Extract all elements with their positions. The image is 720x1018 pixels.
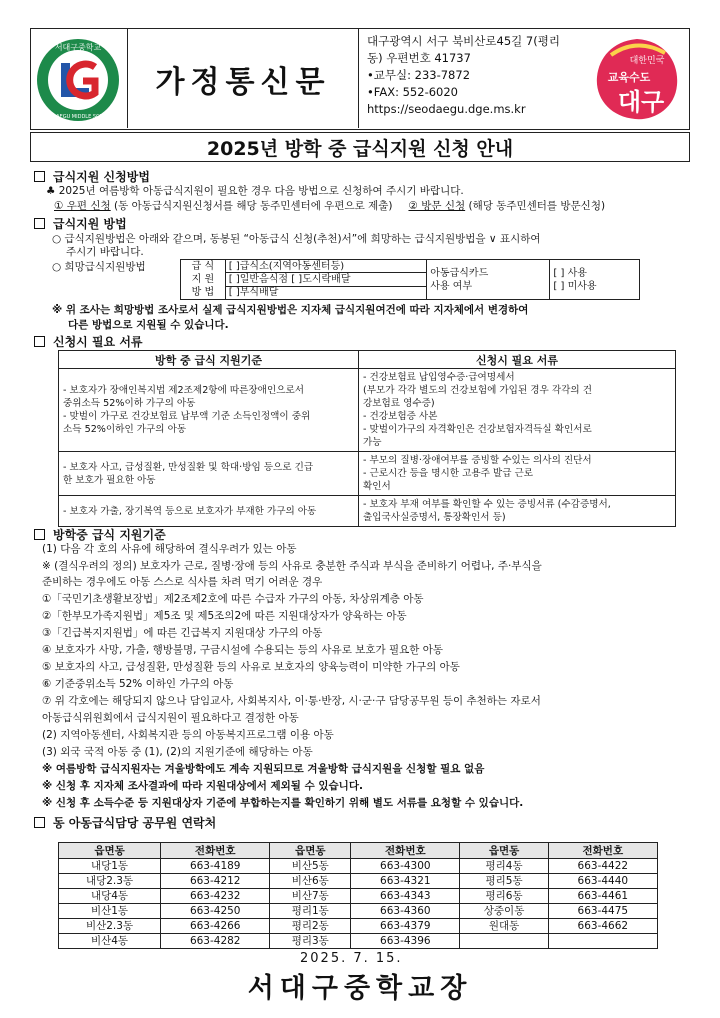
table-header-row	[59, 843, 658, 859]
documents-table	[58, 350, 676, 527]
dong-cell: 평리2동	[270, 919, 351, 934]
contacts-table	[58, 842, 658, 949]
cell-line: - 보호자 부재 여부를 확인할 수 있는 증빙서류 (수감증명서,	[363, 499, 611, 510]
phone-cell: 663-4461	[548, 889, 657, 904]
dong-cell: 원대동	[460, 919, 548, 934]
table-header: 읍면동	[270, 843, 351, 859]
section-heading-text: 급식지원 신청방법	[53, 170, 150, 184]
dong-cell: 내당2.3동	[59, 874, 161, 889]
criteria-line: ⑤ 보호자의 사고, 급성질환, 만성질환 등의 사유로 보호자의 양육능력이 미약한 가구의 아동	[42, 661, 460, 673]
method-option[interactable]: [ ]부식배달	[225, 286, 427, 299]
option-label: ① 우편 신청	[54, 200, 111, 212]
option-line	[54, 199, 605, 213]
dong-cell	[460, 934, 548, 949]
seal-text-main: 대구	[617, 88, 665, 116]
card-label: 사용 여부	[430, 280, 473, 292]
note-line: 다른 방법으로 지원될 수 있습니다.	[68, 319, 229, 331]
method-label: 지 원	[191, 274, 215, 285]
cell-line: - 맞벌이가구의 자격확인은 건강보험자격득실 확인서로	[363, 424, 592, 435]
docs-cell	[359, 496, 676, 527]
phone-cell: 663-4232	[161, 889, 270, 904]
cell-line: - 부모의 질병·장애여부를 증빙할 수있는 의사의 진단서	[363, 455, 592, 466]
text-line: 주시기 바랍니다.	[66, 246, 144, 258]
criteria-line: ※ (결식우려의 정의) 보호자가 근로, 질병·장애 등의 사유로 충분한 주식과 부식을 준비하기 어렵나, 주·부식을	[42, 560, 542, 572]
method-label: 급 식	[191, 261, 215, 272]
dong-cell: 비산1동	[59, 904, 161, 919]
dong-cell: 비산6동	[270, 874, 351, 889]
criteria-cell	[59, 452, 359, 496]
note-line: ※ 신청 후 소득수준 등 지원대상자 기준에 부합하는지를 확인하기 위해 별도 서류를 요청할 수 있습니다.	[42, 797, 524, 809]
text-line: ♣ 2025년 여름방학 아동급식지원이 필요한 경우 다음 방법으로 신청하여 주시기 바랍니다.	[46, 185, 464, 197]
dong-cell: 평리4동	[460, 859, 548, 874]
criteria-line: ③「긴급복지지원법」에 따른 긴급복지 지원대상 가구의 아동	[42, 627, 323, 639]
text-line: ○ 희망급식지원방법	[52, 261, 146, 273]
cell-line: - 보호자 사고, 급성질환, 만성질환 및 학대·방임 등으로 긴급	[63, 461, 314, 473]
criteria-line: (2) 지역아동센터, 사회복지관 등의 아동복지프로그램 이용 아동	[42, 729, 334, 741]
dong-cell: 비산5동	[270, 859, 351, 874]
main-title: 2025년 방학 중 급식지원 신청 안내	[30, 132, 690, 162]
method-label: 방 법	[191, 287, 215, 298]
section-heading	[34, 814, 216, 831]
criteria-line: (3) 외국 국적 아동 중 (1), (2)의 지원기준에 해당하는 아동	[42, 746, 313, 758]
phone-cell: 663-4250	[161, 904, 270, 919]
option-desc: (동 아동급식지원신청서를 해당 동주민센터에 우편으로 제출)	[110, 200, 393, 212]
criteria-line: ①「국민기초생활보장법」제2조제2호에 따른 수급자 가구의 아동, 차상위계층 아동	[42, 593, 424, 605]
phone-cell: 663-4343	[351, 889, 460, 904]
cell-line: 중위소득 52%이하 가구의 아동	[63, 398, 196, 409]
cell-line: - 건강보험증 사본	[363, 411, 438, 422]
table-row	[59, 889, 658, 904]
phone-cell: 663-4396	[351, 934, 460, 949]
dong-cell: 평리6동	[460, 889, 548, 904]
page	[30, 28, 690, 1010]
seal-text-mid: 교육수도	[607, 71, 651, 84]
dong-cell: 비산4동	[59, 934, 161, 949]
cell-line: 강보험료 영수증)	[363, 398, 435, 409]
cell-line: 출입국사실증명서, 통장확인서 등)	[363, 512, 506, 523]
dong-cell: 비산2.3동	[59, 919, 161, 934]
section-heading-text: 급식지원 방법	[53, 217, 127, 231]
criteria-line: ⑥ 기준중위소득 52% 이하인 가구의 아동	[42, 678, 234, 690]
cell-line: - 건강보험료 납입영수증·급여명세서	[363, 372, 515, 383]
card-label: 아동급식카드	[430, 267, 489, 279]
docs-cell	[359, 452, 676, 496]
method-label-cell	[181, 260, 226, 300]
phone-cell: 663-4662	[548, 919, 657, 934]
criteria-line: ②「한부모가족지원법」제5조 및 제5조의2에 따른 지원대상자가 양육하는 아동	[42, 610, 407, 622]
section-heading	[34, 168, 150, 185]
url-line[interactable]: https://seodaegu.dge.ms.kr	[367, 102, 526, 116]
header	[30, 28, 690, 130]
note-line: ※ 신청 후 지자체 조사결과에 따라 지원대상에서 제외될 수 있습니다.	[42, 780, 363, 792]
phone-cell: 663-4266	[161, 919, 270, 934]
checkbox-icon	[34, 529, 45, 540]
doc-title: 가정통신문	[155, 64, 331, 100]
phone-cell: 663-4282	[161, 934, 270, 949]
criteria-line: 아동급식위원회에서 급식지원이 필요하다고 결정한 아동	[42, 712, 299, 724]
cell-line: (부모가 각각 별도의 건강보험에 가입된 경우 각각의 건	[363, 385, 592, 396]
card-option[interactable]: [ ] 사용	[553, 267, 587, 279]
section-heading	[34, 215, 127, 232]
cell-line: - 보호자가 장애인복지법 제2조제2항에 따른장애인으로서	[63, 385, 305, 396]
phone-cell: 663-4321	[351, 874, 460, 889]
method-table	[180, 259, 640, 300]
school-principal: 서대구중학교장	[247, 973, 473, 1004]
method-option[interactable]: [ ]급식소(지역아동센터등)	[225, 260, 427, 273]
text-line: ○ 급식지원방법은 아래와 같으며, 동봉된 “아동급식 신청(추천)서”에 희망하는 급식지원방법을 ∨ 표시하여	[52, 233, 541, 245]
school-logo-icon	[35, 37, 121, 123]
checkbox-icon	[34, 171, 45, 182]
phone-cell: 663-4422	[548, 859, 657, 874]
table-row	[59, 452, 676, 496]
cell-line: - 맞벌이 가구로 건강보험료 납부액 기준 소득인정액이 중위	[63, 411, 311, 422]
address-block	[367, 33, 577, 118]
option-desc: (해당 동주민센터를 방문신청)	[465, 200, 606, 212]
criteria-line: (1) 다음 각 호의 사유에 해당하여 결식우려가 있는 아동	[42, 543, 297, 555]
cell-line: - 보호자 가출, 장기복역 등으로 보호자가 부재한 가구의 아동	[63, 505, 317, 517]
logo-text-top: 서대구중학교	[54, 43, 102, 52]
table-row	[59, 874, 658, 889]
dong-cell: 상중이동	[460, 904, 548, 919]
table-header: 읍면동	[59, 843, 161, 859]
phone-cell: 663-4379	[351, 919, 460, 934]
dong-cell: 내당4동	[59, 889, 161, 904]
criteria-line: ④ 보호자가 사망, 가출, 행방불명, 구금시설에 수용되는 등의 사유로 보호가 필요한 아동	[42, 644, 444, 656]
title-box	[127, 29, 359, 128]
cell-line: 확인서	[363, 481, 391, 492]
method-option[interactable]: [ ]일반음식점 [ ]도시락배달	[225, 273, 427, 286]
criteria-cell	[59, 496, 359, 527]
table-row	[59, 859, 658, 874]
section-heading	[34, 526, 166, 543]
daegu-seal-icon	[591, 35, 683, 123]
card-label-cell	[427, 260, 550, 300]
seal-text-top: 대한민국	[629, 56, 665, 66]
table-row	[59, 919, 658, 934]
criteria-line: ⑦ 위 각호에는 해당되지 않으나 담임교사, 사회복지사, 이·통·반장, 시·군·구 담당공무원 등이 추천하는 자로서	[42, 695, 541, 707]
phone-cell: 663-4440	[548, 874, 657, 889]
table-header: 방학 중 급식 지원기준	[59, 351, 359, 369]
dong-cell: 평리5동	[460, 874, 548, 889]
table-header: 신청시 필요 서류	[359, 351, 676, 369]
criteria-cell	[59, 369, 359, 452]
table-row	[59, 369, 676, 452]
card-option[interactable]: [ ] 미사용	[553, 280, 597, 292]
dong-cell: 평리3동	[270, 934, 351, 949]
docs-cell	[359, 369, 676, 452]
address-line: 동) 우편번호 41737	[367, 51, 471, 65]
cell-line: 가능	[363, 437, 382, 448]
checkbox-icon	[34, 218, 45, 229]
phone-cell: 663-4360	[351, 904, 460, 919]
phone-cell: 663-4300	[351, 859, 460, 874]
table-row	[59, 904, 658, 919]
option-label: ② 방문 신청	[408, 200, 466, 212]
section-heading	[34, 333, 143, 350]
cell-line: - 근로시간 등을 명시한 고용주 발급 근로	[363, 468, 534, 479]
address-line: 대구광역시 서구 북비산로45길 7(평리	[367, 34, 560, 48]
dong-cell: 내당1동	[59, 859, 161, 874]
phone-cell: 663-4212	[161, 874, 270, 889]
note-line: ※ 위 조사는 희망방법 조사로서 실제 급식지원방법은 지자체 급식지원여건에 따라 지자체에서 변경하여	[52, 304, 529, 316]
phone-cell: 663-4189	[161, 859, 270, 874]
section-heading-text: 방학중 급식 지원기준	[53, 528, 166, 542]
checkbox-icon	[34, 817, 45, 828]
dong-cell: 평리1동	[270, 904, 351, 919]
checkbox-icon	[34, 336, 45, 347]
criteria-line: 준비하는 경우에도 아동 스스로 식사를 차려 먹기 어려운 경우	[42, 576, 323, 588]
phone-cell: 663-4475	[548, 904, 657, 919]
table-header: 전화번호	[548, 843, 657, 859]
table-row	[59, 496, 676, 527]
cell-line: 소득 52%이하인 가구의 아동	[63, 424, 187, 435]
section-heading-text: 신청시 필요 서류	[53, 335, 143, 349]
table-header: 읍면동	[460, 843, 548, 859]
note-line: ※ 여름방학 급식지원자는 겨울방학에도 계속 지원되므로 겨울방학 급식지원을 신청할 필요 없음	[42, 763, 485, 775]
issue-date: 2025. 7. 15.	[300, 951, 403, 966]
card-options-cell	[550, 260, 640, 300]
logo-text-bottom: SEODAEGU MIDDLE SCHOOL	[42, 114, 114, 120]
table-header: 전화번호	[161, 843, 270, 859]
dong-cell: 비산7동	[270, 889, 351, 904]
table-row	[59, 934, 658, 949]
table-header: 전화번호	[351, 843, 460, 859]
section-heading-text: 동 아동급식담당 공무원 연락처	[53, 816, 217, 830]
phone-line: •교무실: 233-7872	[367, 68, 471, 82]
cell-line: 한 보호가 필요한 아동	[63, 474, 156, 486]
phone-cell	[548, 934, 657, 949]
fax-line: •FAX: 552-6020	[367, 85, 458, 99]
